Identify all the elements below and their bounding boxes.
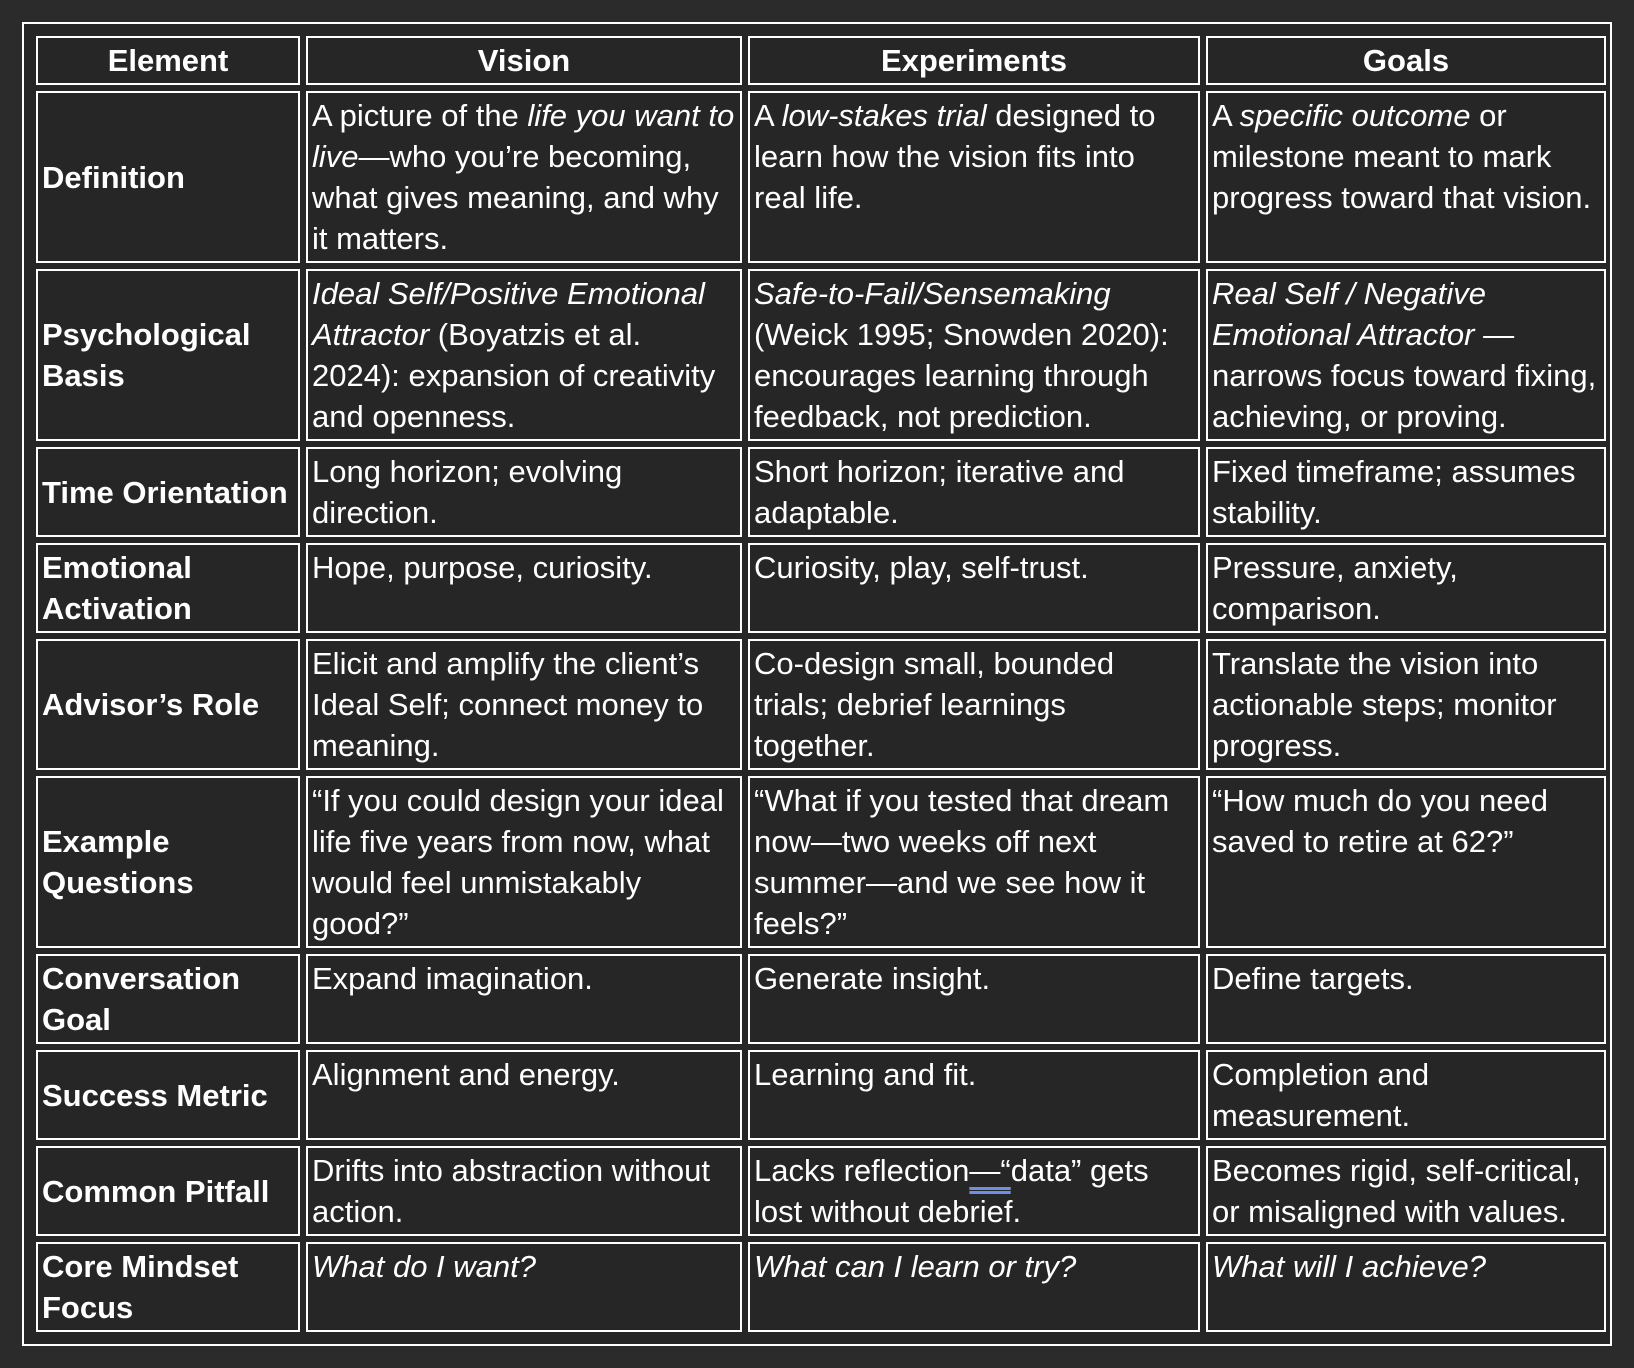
table-row <box>36 776 1606 948</box>
goals-cell: A specific outcome or milestone meant to mark progress toward that vision. <box>1206 91 1606 263</box>
experiments-cell: Generate insight. <box>748 954 1200 1044</box>
goals-cell: Pressure, anxiety, comparison. <box>1206 543 1606 633</box>
row-label: Definition <box>36 91 300 263</box>
experiments-cell: Learning and fit. <box>748 1050 1200 1140</box>
header-goals: Goals <box>1206 36 1606 85</box>
row-label: Psychological Basis <box>36 269 300 441</box>
experiments-cell: A low-stakes trial designed to learn how the vision fits into real life. <box>748 91 1200 263</box>
table-row <box>36 1050 1606 1140</box>
row-label: Core Mindset Focus <box>36 1242 300 1332</box>
vision-cell: “If you could design your ideal life five years from now, what would feel unmistakably good?” <box>306 776 742 948</box>
table-row <box>36 1242 1606 1332</box>
vision-cell: Hope, purpose, curiosity. <box>306 543 742 633</box>
table-row <box>36 91 1606 263</box>
row-label: Emotional Activation <box>36 543 300 633</box>
goals-cell: Completion and measurement. <box>1206 1050 1606 1140</box>
vision-cell: A picture of the life you want to live—who you’re becoming, what gives meaning, and why it matters. <box>306 91 742 263</box>
comparison-table-frame <box>22 22 1612 1346</box>
experiments-cell: What can I learn or try? <box>748 1242 1200 1332</box>
vision-cell: Alignment and energy. <box>306 1050 742 1140</box>
row-label: Success Metric <box>36 1050 300 1140</box>
table-row <box>36 269 1606 441</box>
vision-cell: Expand imagination. <box>306 954 742 1044</box>
goals-cell: Define targets. <box>1206 954 1606 1044</box>
goals-cell: Translate the vision into actionable steps; monitor progress. <box>1206 639 1606 770</box>
experiments-cell: Short horizon; iterative and adaptable. <box>748 447 1200 537</box>
header-experiments: Experiments <box>748 36 1200 85</box>
comparison-table <box>30 30 1612 1338</box>
row-label: Advisor’s Role <box>36 639 300 770</box>
vision-cell: Elicit and amplify the client’s Ideal Self; connect money to meaning. <box>306 639 742 770</box>
experiments-cell: Co-design small, bounded trials; debrief learnings together. <box>748 639 1200 770</box>
experiments-cell: Curiosity, play, self-trust. <box>748 543 1200 633</box>
experiments-cell: “What if you tested that dream now—two weeks off next summer—and we see how it feels?” <box>748 776 1200 948</box>
table-row <box>36 954 1606 1044</box>
goals-cell: Fixed timeframe; assumes stability. <box>1206 447 1606 537</box>
vision-cell: Long horizon; evolving direction. <box>306 447 742 537</box>
table-row <box>36 1146 1606 1236</box>
row-label: Common Pitfall <box>36 1146 300 1236</box>
header-vision: Vision <box>306 36 742 85</box>
goals-cell: “How much do you need saved to retire at 62?” <box>1206 776 1606 948</box>
vision-cell: What do I want? <box>306 1242 742 1332</box>
goals-cell: Real Self / Negative Emotional Attractor — narrows focus toward fixing, achieving, or proving. <box>1206 269 1606 441</box>
row-label: Time Orientation <box>36 447 300 537</box>
header-element: Element <box>36 36 300 85</box>
vision-cell: Drifts into abstraction without action. <box>306 1146 742 1236</box>
row-label: Conversation Goal <box>36 954 300 1044</box>
table-row <box>36 447 1606 537</box>
experiments-cell: Lacks reflection—“data” gets lost without debrief. <box>748 1146 1200 1236</box>
grammar-mark: —“ <box>969 1153 1011 1188</box>
row-label: Example Questions <box>36 776 300 948</box>
experiments-cell: Safe-to-Fail/Sensemaking (Weick 1995; Snowden 2020): encourages learning through feedback, not prediction. <box>748 269 1200 441</box>
goals-cell: What will I achieve? <box>1206 1242 1606 1332</box>
vision-cell: Ideal Self/Positive Emotional Attractor (Boyatzis et al. 2024): expansion of creativity and openness. <box>306 269 742 441</box>
table-row <box>36 543 1606 633</box>
table-row <box>36 639 1606 770</box>
goals-cell: Becomes rigid, self-critical, or misaligned with values. <box>1206 1146 1606 1236</box>
header-row <box>36 36 1606 85</box>
